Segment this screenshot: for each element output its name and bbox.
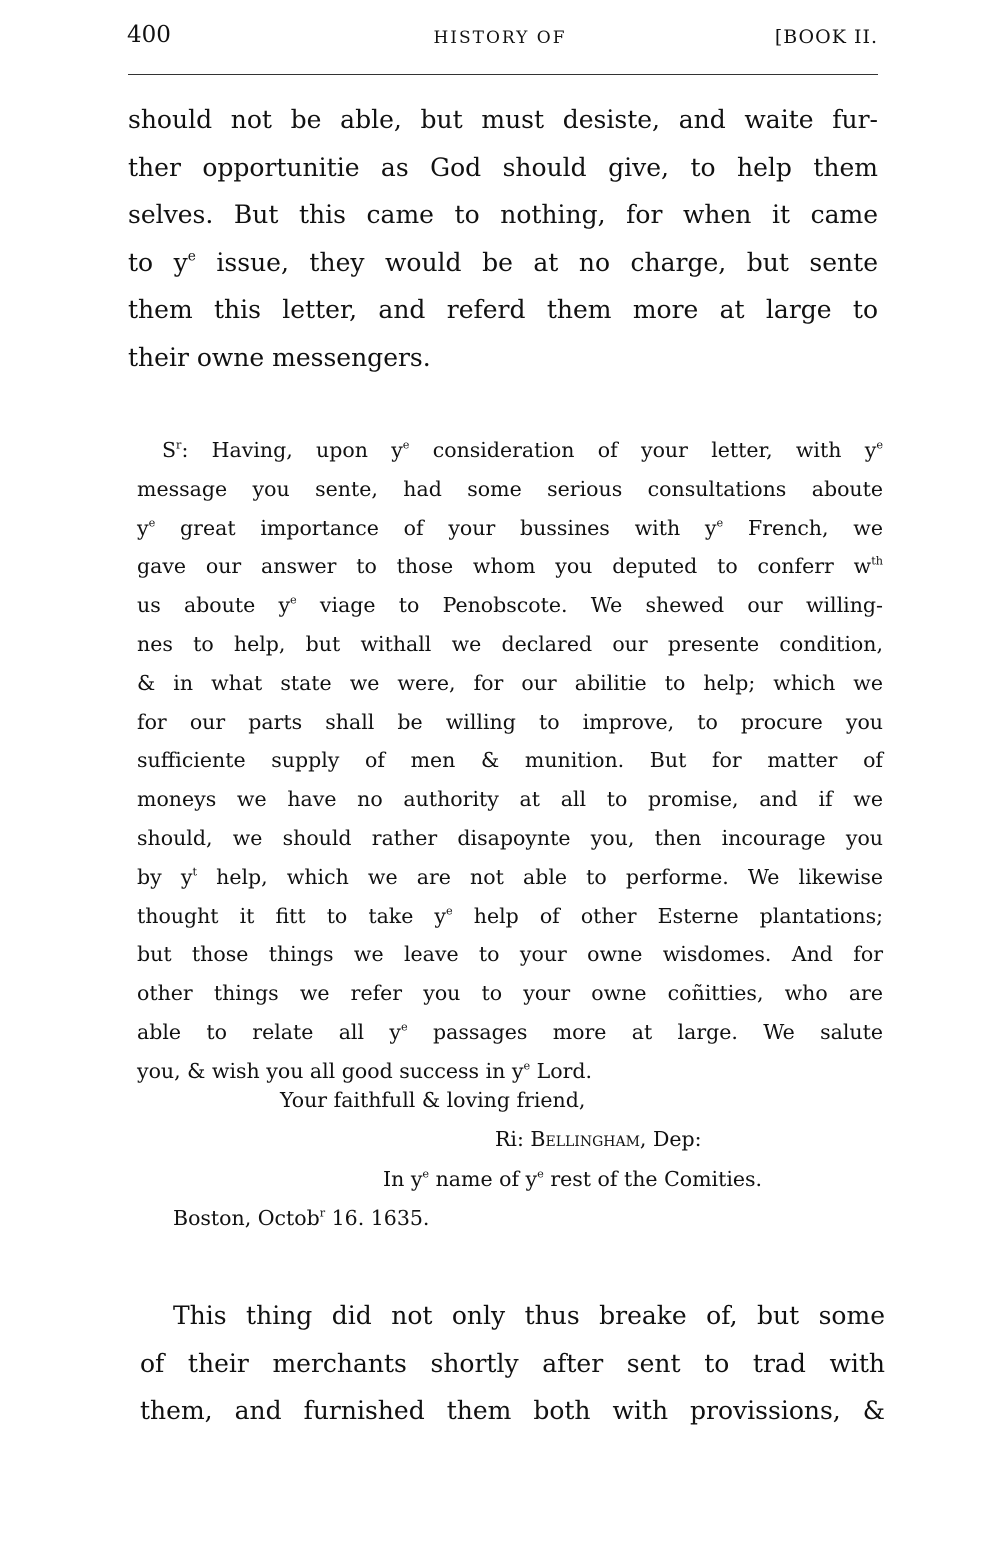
letter-date: Boston, Octob$^r$ 16. 1635.: [173, 1206, 430, 1230]
superscript: e: [422, 1167, 430, 1181]
text-line: to $y^e$ issue, they would be at no charge, but sente: [128, 247, 878, 277]
text-line: gave our answer to those whom you deputed to conferr $w^{th}$: [137, 554, 883, 579]
letter-body: [137, 431, 883, 1091]
text-line: of their merchants shortly after sent to trad with: [140, 1348, 885, 1378]
text-line: moneys we have no authority at all to promise, and if we: [137, 787, 883, 812]
text-line: them this letter, and referd them more at large to: [128, 295, 878, 324]
superscript: e: [446, 904, 453, 918]
page-number: 400: [127, 22, 171, 48]
superscript: th: [871, 554, 883, 568]
superscript: e: [290, 593, 297, 607]
superscript: e: [148, 516, 156, 530]
superscript: e: [187, 248, 196, 265]
text-line: us aboute $y^e$ viage to Penobscote. We shewed our willing-: [137, 593, 883, 618]
text-line: other things we refer you to your owne coñitties, who are: [137, 981, 883, 1006]
book-label: [BOOK II.: [774, 26, 878, 48]
text-line: thought it fitt to take $y^e$ help of other Esterne plantations;: [137, 903, 883, 928]
paragraph-opening: [128, 96, 878, 381]
text-line: you, & wish you all good success in $y^e$ Lord.: [137, 1058, 593, 1083]
superscript: e: [402, 438, 410, 452]
paragraph-closing: [140, 1292, 885, 1435]
small-caps-name: Bellingham: [530, 1127, 640, 1151]
letter-signature: Ri: Bellingham, Dep:: [495, 1127, 702, 1151]
text-line: & in what state we were, for our abilitie to help; which we: [137, 670, 883, 695]
text-line: $y^e$ great importance of your bussines with $y^e$ French, we: [137, 515, 883, 540]
text-line: but those things we leave to your owne wisdomes. And for: [137, 942, 883, 967]
text-line: sufficiente supply of men & munition. But for matter of: [137, 748, 883, 773]
running-title: HISTORY OF: [433, 28, 567, 48]
letter-salutation: Your faithfull & loving friend,: [280, 1088, 586, 1112]
superscript: e: [537, 1167, 544, 1181]
text-line: message you sente, had some serious consultations aboute: [137, 476, 883, 501]
text-line: ther opportunitie as God should give, to help them: [128, 152, 878, 182]
text-line: for our parts shall be willing to improve, to procure you: [137, 709, 883, 734]
text-line: should not be able, but must desiste, and waite fur-: [128, 105, 878, 134]
superscript: r: [176, 438, 182, 452]
superscript: e: [876, 438, 883, 452]
superscript: r: [319, 1206, 326, 1220]
text-line: their owne messengers.: [128, 342, 431, 372]
header-rule: [128, 74, 878, 75]
text-line: nes to help, but withall we declared our presente condition,: [137, 631, 883, 656]
superscript: e: [400, 1020, 408, 1034]
text-line: them, and furnished them both with provissions, &: [140, 1396, 885, 1425]
text-line: by $y^t$ help, which we are not able to performe. We likewise: [137, 864, 883, 889]
text-line: should, we should rather disapoynte you, then incourage you: [137, 825, 883, 850]
text-line: This thing did not only thus breake of, but some: [173, 1301, 885, 1330]
superscript: e: [523, 1059, 531, 1073]
superscript: t: [192, 865, 197, 879]
letter-on-behalf: In $y^e$ name of $y^e$ rest of the Comities.: [383, 1167, 763, 1191]
text-line: selves. But this came to nothing, for when it came: [128, 200, 878, 229]
text-line: $S^r$: Having, upon $y^e$ consideration of your letter, with $y^e$: [162, 438, 883, 462]
text-line: able to relate all $y^e$ passages more at large. We salute: [137, 1019, 883, 1044]
superscript: e: [716, 516, 724, 530]
